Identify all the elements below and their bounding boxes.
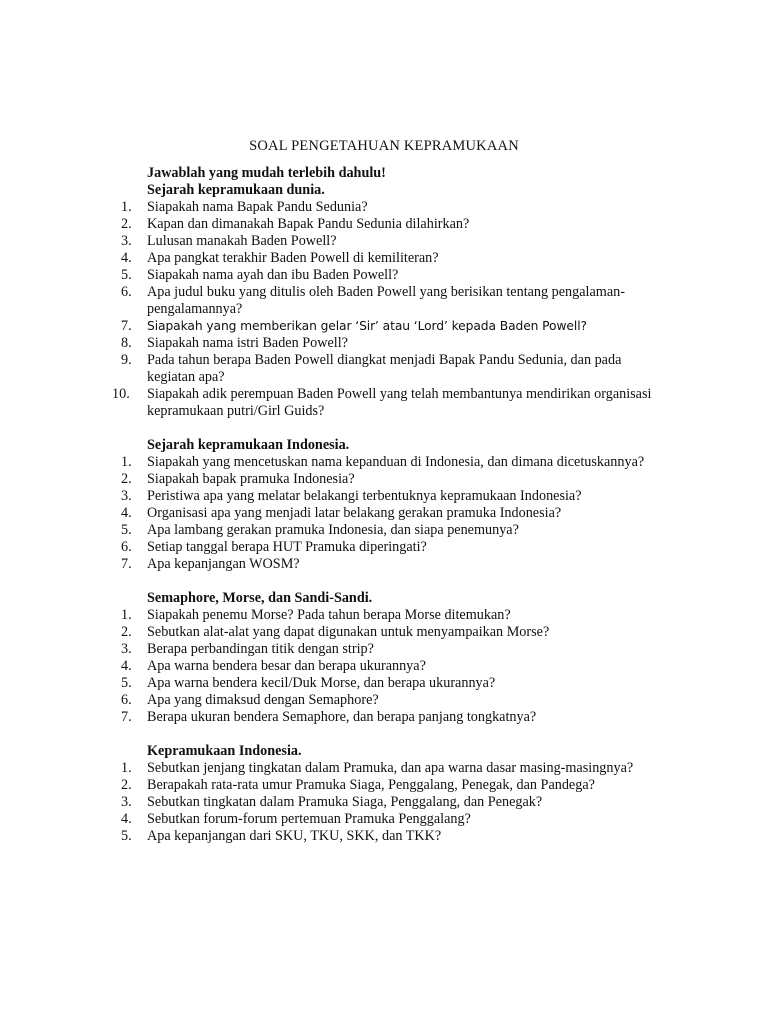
- question-number: [112, 539, 147, 556]
- question-text: Berapa ukuran bendera Semaphore, dan berapa panjang tongkatnya?: [147, 709, 537, 725]
- section-heading: Sejarah kepramukaan dunia.: [147, 182, 325, 198]
- question-item: [112, 794, 652, 811]
- question-number: [112, 760, 147, 777]
- question-number: [112, 505, 147, 522]
- question-number: [112, 794, 147, 811]
- question-number-label: 2.: [121, 471, 132, 487]
- question-section: [112, 590, 652, 726]
- question-text: Siapakah nama istri Baden Powell?: [147, 335, 348, 351]
- question-item: [112, 250, 652, 267]
- question-number: [112, 454, 147, 471]
- question-number-label: 5.: [121, 267, 132, 283]
- question-text: Apa lambang gerakan pramuka Indonesia, dan siapa penemunya?: [147, 522, 519, 538]
- question-item: [112, 199, 652, 216]
- question-text: Apa kepanjangan dari SKU, TKU, SKK, dan TKK?: [147, 828, 442, 844]
- question-text: Sebutkan jenjang tingkatan dalam Pramuka, dan apa warna dasar masing-masingnya?: [147, 760, 634, 776]
- question-number-label: 1.: [121, 607, 132, 623]
- question-number-label: 7.: [121, 318, 132, 334]
- question-text: Apa warna bendera besar dan berapa ukurannya?: [147, 658, 426, 674]
- question-text: Apa judul buku yang ditulis oleh Baden Powell yang berisikan tentang pengalaman-pengalamannya?: [147, 284, 625, 317]
- question-text: Sebutkan alat-alat yang dapat digunakan untuk menyampaikan Morse?: [147, 624, 550, 640]
- question-number-label: 7.: [121, 709, 132, 725]
- question-item: [112, 233, 652, 250]
- question-number-label: 5.: [121, 522, 132, 538]
- question-text: Apa yang dimaksud dengan Semaphore?: [147, 692, 379, 708]
- question-text: Lulusan manakah Baden Powell?: [147, 233, 337, 249]
- question-section: [112, 437, 652, 573]
- question-item: [112, 267, 652, 284]
- question-number-label: 4.: [121, 250, 132, 266]
- question-text: Kapan dan dimanakah Bapak Pandu Sedunia dilahirkan?: [147, 216, 470, 232]
- question-item: [112, 522, 652, 539]
- question-list: [112, 199, 652, 420]
- question-item: [112, 760, 652, 777]
- question-number-label: 2.: [121, 624, 132, 640]
- question-item: [112, 607, 652, 624]
- question-text: Peristiwa apa yang melatar belakangi terbentuknya kepramukaan Indonesia?: [147, 488, 582, 504]
- question-item: [112, 811, 652, 828]
- question-item: [112, 488, 652, 505]
- question-number: [112, 318, 147, 335]
- question-item: [112, 284, 652, 318]
- question-number-label: 1.: [121, 199, 132, 215]
- question-item: [112, 335, 652, 352]
- question-number: [112, 675, 147, 692]
- question-item: [112, 641, 652, 658]
- question-number-label: 3.: [121, 641, 132, 657]
- question-text: Pada tahun berapa Baden Powell diangkat menjadi Bapak Pandu Sedunia, dan pada kegiatan apa?: [147, 352, 622, 385]
- question-list: [112, 454, 652, 573]
- question-number-label: 10.: [112, 386, 130, 402]
- question-number: [112, 811, 147, 828]
- question-number: [112, 284, 147, 318]
- question-number-label: 5.: [121, 675, 132, 691]
- question-text: Siapakah bapak pramuka Indonesia?: [147, 471, 355, 487]
- question-list: [112, 760, 652, 845]
- question-text: Siapakah nama Bapak Pandu Sedunia?: [147, 199, 368, 215]
- question-number: [112, 828, 147, 845]
- question-number-label: 3.: [121, 794, 132, 810]
- question-number-label: 1.: [121, 454, 132, 470]
- question-number: [112, 777, 147, 794]
- question-number-label: 1.: [121, 760, 132, 776]
- question-item: [112, 216, 652, 233]
- question-text: Berapakah rata-rata umur Pramuka Siaga, Penggalang, Penegak, dan Pandega?: [147, 777, 595, 793]
- question-item: [112, 828, 652, 845]
- question-section: [112, 743, 652, 845]
- question-text: Apa warna bendera kecil/Duk Morse, dan berapa ukurannya?: [147, 675, 496, 691]
- question-item: [112, 556, 652, 573]
- question-number: [112, 556, 147, 573]
- question-number: [112, 471, 147, 488]
- instruction: Jawablah yang mudah terlebih dahulu!: [147, 165, 386, 181]
- question-number: [112, 352, 147, 386]
- question-item: [112, 539, 652, 556]
- page-title: SOAL PENGETAHUAN KEPRAMUKAAN: [249, 138, 519, 154]
- question-number: [112, 607, 147, 624]
- question-number-label: 4.: [121, 505, 132, 521]
- question-number-label: 4.: [121, 658, 132, 674]
- question-text: Apa kepanjangan WOSM?: [147, 556, 300, 572]
- question-item: [112, 454, 652, 471]
- question-section: [112, 182, 652, 420]
- question-text: Siapakah yang memberikan gelar ‘Sir’ atau ‘Lord’ kepada Baden Powell?: [147, 319, 587, 333]
- question-item: [112, 709, 652, 726]
- question-item: [112, 675, 652, 692]
- section-heading: Sejarah kepramukaan Indonesia.: [147, 437, 350, 453]
- question-number: [112, 692, 147, 709]
- question-number: [112, 624, 147, 641]
- question-text: Siapakah penemu Morse? Pada tahun berapa Morse ditemukan?: [147, 607, 511, 623]
- question-number: [112, 709, 147, 726]
- question-number-label: 2.: [121, 216, 132, 232]
- section-heading: Semaphore, Morse, dan Sandi-Sandi.: [147, 590, 373, 606]
- question-text: Organisasi apa yang menjadi latar belakang gerakan pramuka Indonesia?: [147, 505, 562, 521]
- question-text: Siapakah adik perempuan Baden Powell yang telah membantunya mendirikan organisasi kepramukaan putri/Girl Guids?: [147, 386, 652, 419]
- question-number: [112, 199, 147, 216]
- question-text: Berapa perbandingan titik dengan strip?: [147, 641, 374, 657]
- question-item: [112, 318, 652, 335]
- question-list: [112, 607, 652, 726]
- question-number-label: 3.: [121, 233, 132, 249]
- question-item: [112, 471, 652, 488]
- question-item: [112, 624, 652, 641]
- section-heading: Kepramukaan Indonesia.: [147, 743, 302, 759]
- question-number: [112, 267, 147, 284]
- question-text: Apa pangkat terakhir Baden Powell di kemiliteran?: [147, 250, 439, 266]
- question-text: Siapakah nama ayah dan ibu Baden Powell?: [147, 267, 399, 283]
- question-text: Sebutkan tingkatan dalam Pramuka Siaga, Penggalang, dan Penegak?: [147, 794, 543, 810]
- question-number: [112, 641, 147, 658]
- question-number-label: 6.: [121, 692, 132, 708]
- question-number-label: 8.: [121, 335, 132, 351]
- question-text: Siapakah yang mencetuskan nama kepanduan di Indonesia, dan dimana dicetuskannya?: [147, 454, 645, 470]
- question-number: [112, 658, 147, 675]
- question-number-label: 6.: [121, 539, 132, 555]
- question-number: [112, 250, 147, 267]
- question-text: Setiap tanggal berapa HUT Pramuka diperingati?: [147, 539, 427, 555]
- question-number-label: 2.: [121, 777, 132, 793]
- document-body: [112, 165, 652, 862]
- question-number-label: 6.: [121, 284, 132, 300]
- question-number-label: 5.: [121, 828, 132, 844]
- question-number: [112, 216, 147, 233]
- question-number: [112, 233, 147, 250]
- question-item: [112, 777, 652, 794]
- question-number-label: 7.: [121, 556, 132, 572]
- question-text: Sebutkan forum-forum pertemuan Pramuka Penggalang?: [147, 811, 471, 827]
- question-item: [112, 505, 652, 522]
- question-number: [112, 386, 147, 420]
- question-number-label: 3.: [121, 488, 132, 504]
- question-number-label: 9.: [121, 352, 132, 368]
- question-number: [112, 335, 147, 352]
- question-item: [112, 692, 652, 709]
- question-item: [112, 386, 652, 420]
- question-item: [112, 658, 652, 675]
- question-number-label: 4.: [121, 811, 132, 827]
- question-sections: [112, 182, 652, 845]
- question-number: [112, 522, 147, 539]
- question-item: [112, 352, 652, 386]
- question-number: [112, 488, 147, 505]
